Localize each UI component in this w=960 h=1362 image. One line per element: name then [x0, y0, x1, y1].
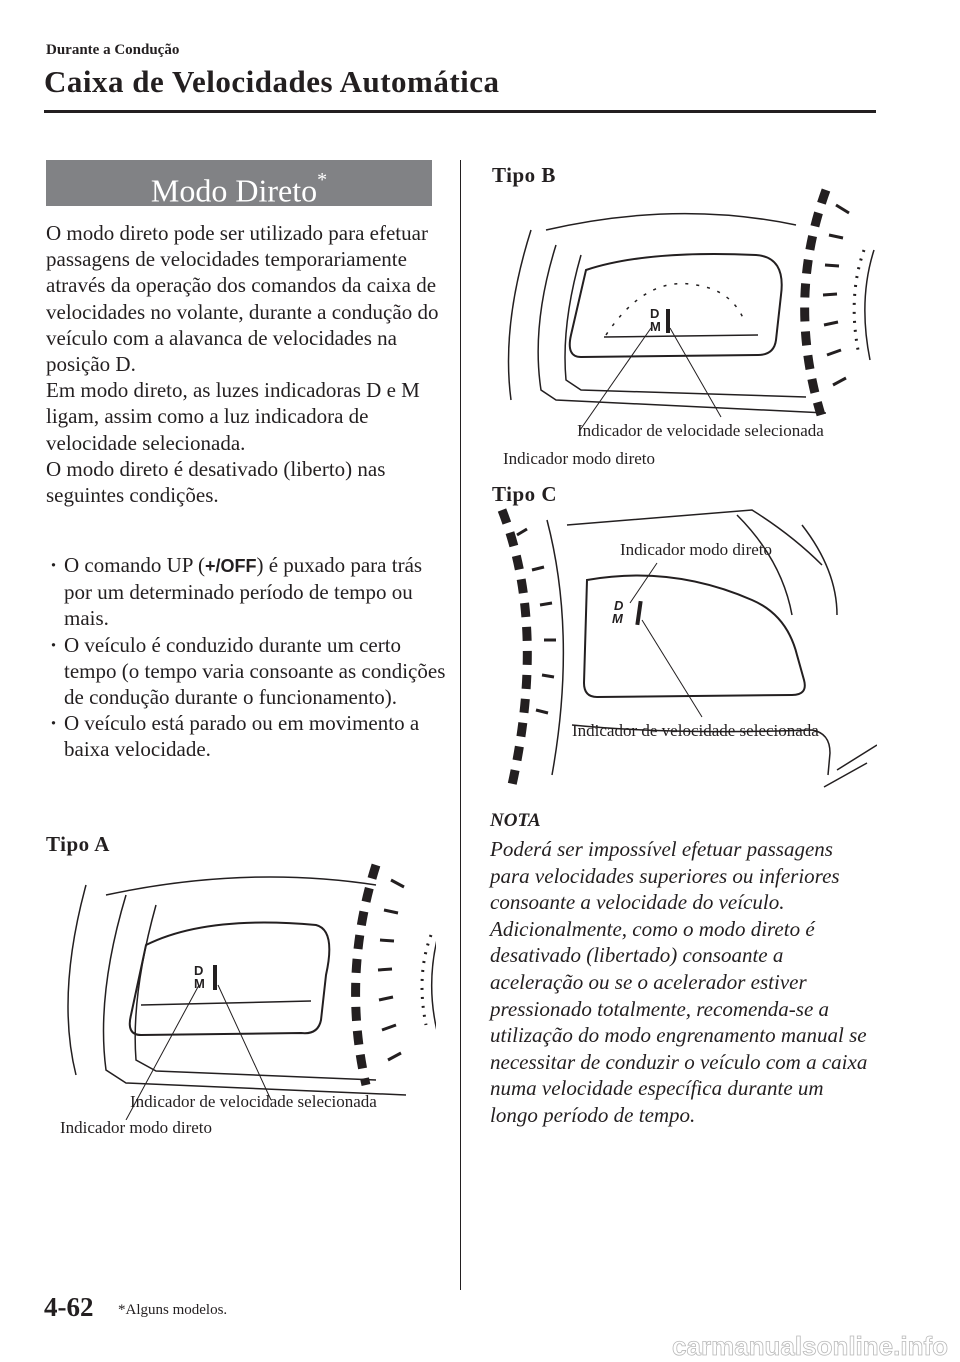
condition-1-post: ) é puxado para trás por um determinado período de tempo ou mais. [64, 553, 423, 631]
nota-label: NOTA [490, 810, 541, 831]
tipo-b-direct-label: Indicador modo direto [503, 449, 656, 468]
tipo-b-m-letter: M [650, 319, 661, 334]
intro-paragraph-3: O modo direto é desativado (liberto) nas seguintes condições. [46, 456, 386, 508]
section-asterisk: * [317, 169, 328, 191]
tipo-a-diagram [46, 855, 436, 1120]
tipo-a-label: Tipo A [46, 832, 110, 856]
header-rule [44, 110, 876, 113]
chapter-title: Caixa de Velocidades Automática [44, 64, 500, 99]
intro-paragraph-1: O modo direto pode ser utilizado para efetuar passagens de velocidades temporariamente através da operação dos comandos da caixa de velocidades no volante, durante a condução do veículo com a alavanca de velocidades na posição D. [46, 221, 439, 377]
watermark-text: carmanualsonline.info [672, 1334, 948, 1361]
condition-item-1 [50, 552, 450, 632]
tipo-a-direct-label: Indicador modo direto [60, 1118, 213, 1137]
tipo-a-m-letter: M [194, 976, 205, 991]
section-title-text: Modo Direto [150, 172, 318, 209]
breadcrumb: Durante a Condução [46, 42, 180, 58]
tipo-c-label: Tipo C [492, 482, 558, 506]
tipo-c-direct-label: Indicador modo direto [620, 540, 773, 559]
footnote: *Alguns modelos. [118, 1302, 228, 1318]
tipo-b-speed-label: Indicador de velocidade selecionada [577, 421, 824, 440]
condition-item-3: · O veículo está parado ou em movimento a baixa velocidade. [50, 710, 450, 762]
tipo-a-speed-label: Indicador de velocidade selecionada [130, 1092, 377, 1111]
watermark [0, 1334, 960, 1362]
page-number: 4-62 [44, 1292, 94, 1322]
tipo-c-speed-label: Indicador de velocidade selecionada [572, 721, 819, 740]
section-title [46, 160, 432, 209]
condition-item-2: · O veículo é conduzido durante um certo tempo (o tempo varia consoante as condições de condução durante o funcionamento). [50, 632, 450, 711]
tipo-c-d-letter: D [614, 598, 624, 613]
tipo-b-diagram [496, 185, 881, 430]
up-switch-key: +/OFF [204, 556, 257, 576]
tipo-a-d-letter: D [194, 963, 204, 978]
nota-text: Poderá ser impossível efetuar passagens para velocidades superiores ou inferiores consoante a velocidade do veículo. Adicionalmente, como o modo direto é desativado (libertado) consoante a aceleração ou se o acelerador estiver pressionado totalmente, recomenda-se a utilização do modo engrenamento manual se necessitar de conduzir o veículo com a caixa numa velocidade específica durante um longo período de tempo. [490, 837, 868, 1127]
intro-paragraph-2: Em modo direto, as luzes indicadoras D e M ligam, assim como a luz indicadora de velocidade selecionada. [46, 378, 420, 455]
intro-text [46, 220, 446, 508]
tipo-b-d-letter: D [650, 306, 660, 321]
condition-1-pre: O comando UP ( [64, 553, 205, 577]
tipo-b-label: Tipo B [492, 163, 556, 187]
tipo-c-m-letter: M [612, 611, 623, 626]
condition-list [50, 552, 450, 763]
column-divider [460, 160, 461, 1290]
